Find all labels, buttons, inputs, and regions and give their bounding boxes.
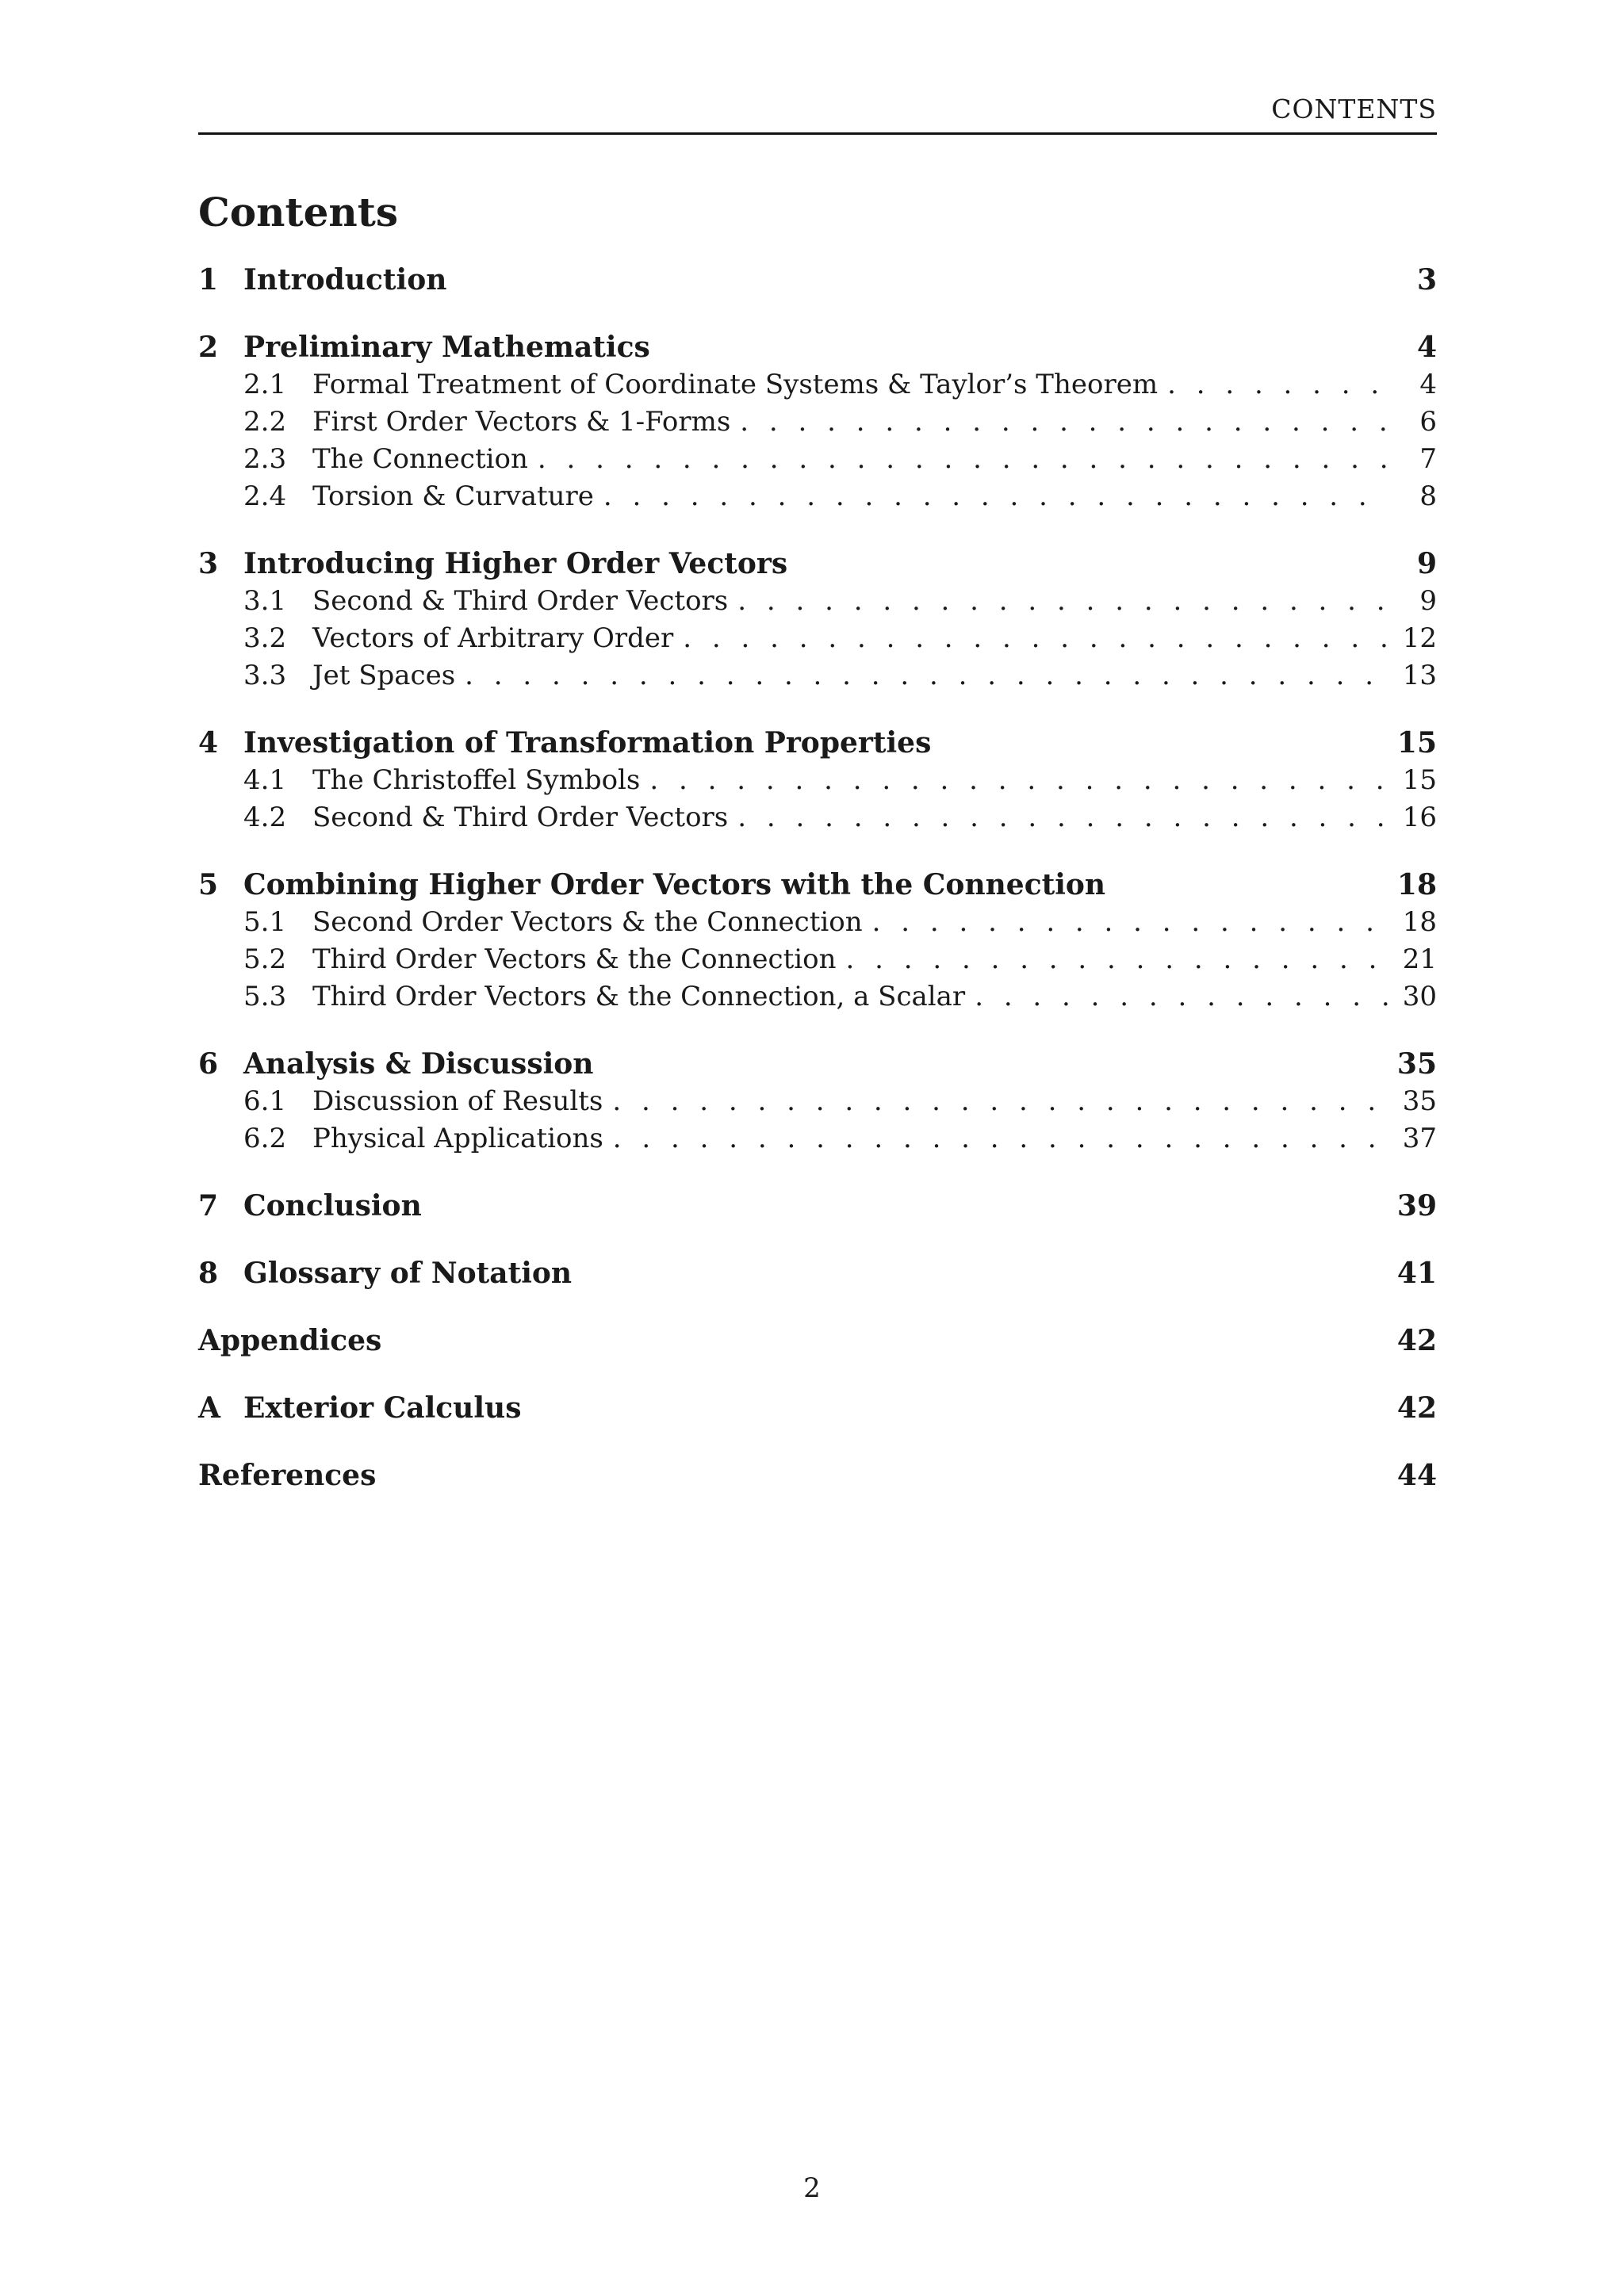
subsection-number: 5.3 [243,981,287,1012]
section-title: Investigation of Transformation Properties [243,726,932,760]
subsection-page: 15 [1402,764,1437,796]
subsection-number: 3.2 [243,622,287,654]
subsection-title: Jet Spaces [312,660,456,691]
subsection-title: Second & Third Order Vectors [312,585,729,617]
toc-section-8[interactable] [198,1255,1437,1292]
dot-leader [465,657,1389,695]
dot-leader [612,1083,1389,1120]
subsection-page: 18 [1402,906,1437,938]
dot-leader [846,941,1390,978]
subsection-page: 7 [1419,443,1437,475]
subsection-page: 9 [1419,585,1437,617]
subsection-title: The Connection [312,443,528,475]
subsection-number: 2.3 [243,443,287,475]
section-number: 5 [198,868,219,901]
dot-leader [740,404,1389,441]
subsection-page: 8 [1419,480,1437,512]
section-title: Combining Higher Order Vectors with the Connection [243,868,1106,901]
subsection-page: 35 [1402,1085,1437,1117]
page-number: 2 [803,2172,821,2204]
section-page: 9 [1416,547,1437,580]
dot-leader [538,441,1389,478]
section-page: 44 [1396,1459,1437,1492]
dot-leader [683,620,1389,657]
subsection-number: 2.4 [243,480,287,512]
section-number: 2 [198,331,219,364]
subsection-title: Physical Applications [312,1123,603,1154]
toc-subsection-2-3[interactable] [198,441,1437,478]
subsection-number: 2.2 [243,406,287,438]
section-page: 35 [1396,1047,1437,1081]
toc-title: Contents [198,189,399,235]
subsection-page: 12 [1402,622,1437,654]
subsection-number: 6.2 [243,1123,287,1154]
dot-leader [649,762,1389,799]
section-number: 1 [198,263,219,297]
toc-subsection-3-2[interactable] [198,620,1437,657]
toc-section-a[interactable] [198,1390,1437,1427]
subsection-page: 4 [1419,369,1437,400]
subsection-number: 3.1 [243,585,287,617]
dot-leader [737,583,1389,620]
section-number: 4 [198,726,219,760]
section-title: References [198,1459,377,1492]
toc-subsection-5-3[interactable] [198,978,1437,1016]
toc-section-appendices[interactable] [198,1322,1437,1360]
dot-leader [603,478,1389,515]
subsection-title: Formal Treatment of Coordinate Systems & Taylor’s Theorem [312,369,1159,400]
toc-subsection-2-1[interactable] [198,366,1437,404]
header-rule [198,132,1437,135]
subsection-title: Vectors of Arbitrary Order [312,622,674,654]
toc-section-6[interactable] [198,1046,1437,1083]
subsection-title: Second Order Vectors & the Connection [312,906,863,938]
section-page: 41 [1396,1257,1437,1290]
subsection-page: 21 [1402,943,1437,975]
section-title: Preliminary Mathematics [243,331,650,364]
table-of-contents [198,262,1437,1494]
subsection-page: 16 [1402,802,1437,833]
section-page: 18 [1396,868,1437,901]
subsection-number: 2.1 [243,369,287,400]
subsection-number: 4.1 [243,764,287,796]
subsection-title: Third Order Vectors & the Connection, a Scalar [312,981,966,1012]
toc-section-5[interactable] [198,867,1437,904]
toc-subsection-2-4[interactable] [198,478,1437,515]
section-title: Introduction [243,263,447,297]
section-page: 42 [1396,1324,1437,1357]
section-title: Analysis & Discussion [243,1047,594,1081]
toc-subsection-2-2[interactable] [198,404,1437,441]
subsection-page: 6 [1419,406,1437,438]
subsection-number: 3.3 [243,660,287,691]
subsection-number: 4.2 [243,802,287,833]
dot-leader [1167,366,1389,404]
dot-leader [872,904,1389,941]
subsection-page: 37 [1402,1123,1437,1154]
subsection-title: Discussion of Results [312,1085,603,1117]
section-number: 8 [198,1257,219,1290]
toc-subsection-5-2[interactable] [198,941,1437,978]
section-title: Appendices [198,1324,382,1357]
section-page: 42 [1396,1391,1437,1425]
toc-subsection-4-1[interactable] [198,762,1437,799]
section-page: 15 [1396,726,1437,760]
subsection-title: Second & Third Order Vectors [312,802,729,833]
section-number: 6 [198,1047,219,1081]
section-page: 39 [1396,1189,1437,1223]
subsection-number: 5.2 [243,943,287,975]
toc-section-2[interactable] [198,329,1437,366]
toc-section-3[interactable] [198,545,1437,583]
toc-subsection-6-1[interactable] [198,1083,1437,1120]
dot-leader [613,1120,1389,1158]
subsection-number: 5.1 [243,906,287,938]
toc-section-1[interactable] [198,262,1437,299]
dot-leader [975,978,1389,1016]
toc-subsection-4-2[interactable] [198,799,1437,836]
section-page: 3 [1416,263,1437,297]
toc-subsection-6-2[interactable] [198,1120,1437,1158]
subsection-title: First Order Vectors & 1-Forms [312,406,731,438]
section-number: A [198,1391,220,1425]
toc-section-references[interactable] [198,1457,1437,1494]
section-title: Introducing Higher Order Vectors [243,547,788,580]
subsection-number: 6.1 [243,1085,287,1117]
running-header: CONTENTS [1271,94,1437,124]
dot-leader [737,799,1389,836]
section-number: 7 [198,1189,219,1223]
section-title: Exterior Calculus [243,1391,522,1425]
section-page: 4 [1416,331,1437,364]
subsection-page: 13 [1402,660,1437,691]
toc-section-7[interactable] [198,1188,1437,1225]
subsection-page: 30 [1402,981,1437,1012]
section-number: 3 [198,547,219,580]
subsection-title: Torsion & Curvature [312,480,594,512]
toc-subsection-5-1[interactable] [198,904,1437,941]
toc-section-4[interactable] [198,725,1437,762]
section-title: Conclusion [243,1189,422,1223]
section-title: Glossary of Notation [243,1257,573,1290]
subsection-title: The Christoffel Symbols [312,764,641,796]
subsection-title: Third Order Vectors & the Connection [312,943,837,975]
toc-subsection-3-1[interactable] [198,583,1437,620]
toc-subsection-3-3[interactable] [198,657,1437,695]
